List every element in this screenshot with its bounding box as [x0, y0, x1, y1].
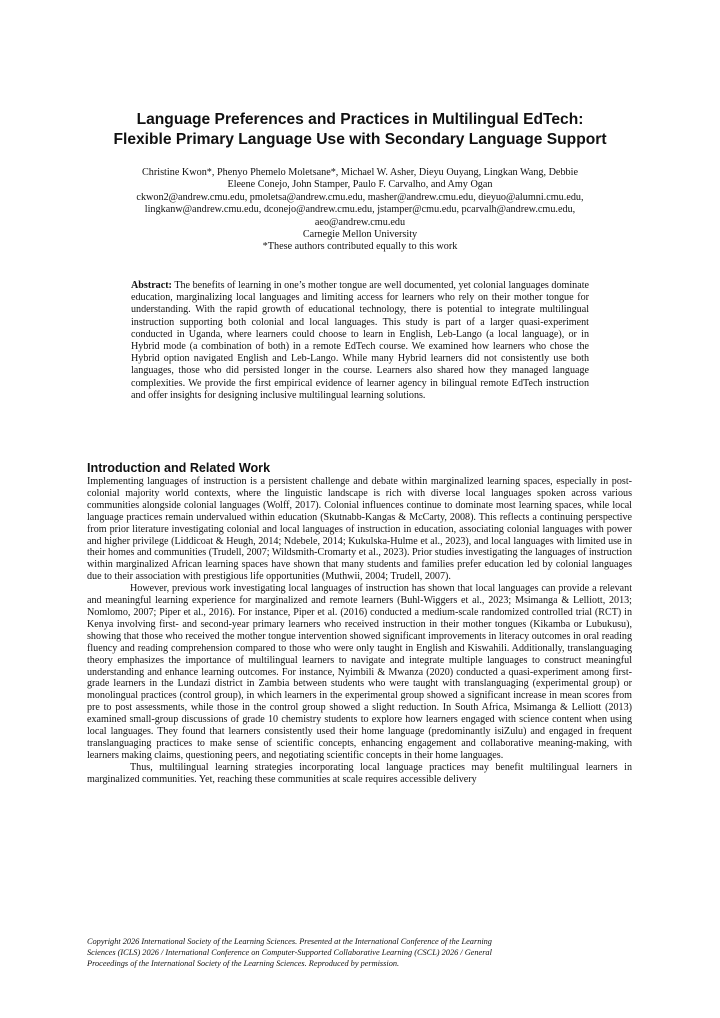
- footer-line: Copyright 2026 International Society of the Learning Sciences. Presented at the International Conference of the Learning: [87, 937, 492, 946]
- body-paragraph: Thus, multilingual learning strategies incorporating local language practices may benefit multilingual learners in marginalized communities. Yet, reaching these communities at scale requires accessible delivery: [87, 761, 632, 785]
- footer-line: Proceedings of the International Society of the Learning Sciences. Reproduced by permission.: [87, 959, 400, 968]
- title-line: Flexible Primary Language Use with Secondary Language Support: [113, 131, 607, 148]
- author-emails: lingkanw@andrew.cmu.edu, dconejo@andrew.cmu.edu, jstamper@cmu.edu, pcarvalh@andrew.cmu.edu,: [144, 204, 576, 216]
- copyright-footer: [87, 936, 632, 969]
- abstract-label: Abstract:: [131, 280, 172, 291]
- section-heading: Introduction and Related Work: [87, 461, 271, 475]
- author-block: [80, 167, 640, 254]
- footer-line: Sciences (ICLS) 2026 / International Conference on Computer-Supported Collaborative Learning (CSCL) 2026 / General: [87, 948, 492, 957]
- body-paragraph: Implementing languages of instruction is a persistent challenge and debate within marginalized learning spaces, especially in post-colonial majority world contexts, where the linguistic landscape is rich with diverse local languages spoken across various communities alongside colonial languages (Wolff, 2017). Colonial influences continue to dominate most learning spaces, while local language practices remain undervalued within education (Skutnabb-Kangas & McCarty, 2008). This reflects a continuing perspective from prior literature investigating colonial and local languages of instruction in education, associating colonial languages with power and higher privilege (Liddicoat & Heugh, 2014; Ndebele, 2014; Kukulska-Hulme et al., 2023), and local languages with limited use in their homes and communities (Trudell, 2007; Wildsmith-Cromarty et al., 2023). Prior studies investigating the languages of instruction within marginalized African learning spaces have shown that many students and families prefer education led by colonial languages due to their association with prestigious life opportunities (Muthwii, 2004; Trudell, 2007).: [87, 476, 632, 583]
- abstract: [131, 280, 589, 402]
- author-names: Eleene Conejo, John Stamper, Paulo F. Carvalho, and Amy Ogan: [227, 179, 493, 191]
- title-line: Language Preferences and Practices in Multilingual EdTech:: [136, 111, 584, 128]
- author-affiliation: Carnegie Mellon University: [302, 229, 418, 241]
- paper-title: [60, 110, 660, 150]
- abstract-text: The benefits of learning in one’s mother tongue are well documented, yet colonial languages dominate education, marginalizing local languages and limiting access for learners who rely on their mother tongue for understanding. With the rapid growth of educational technology, there is potential to integrate multilingual instruction supporting both colonial and local languages. This study is part of a larger quasi-experiment conducted in Uganda, where learners could choose to learn in English, Leb-Lango (a local language), or in Hybrid mode (a combination of both) in a remote EdTech course. We examined how learners who chose the Hybrid option navigated English and Leb-Lango. While many Hybrid learners did not consistently use both languages, those who did persisted longer in the course. Learners also shared how they managed language complexities. We provide the first empirical evidence of learner agency in bilingual remote EdTech instruction and offer insights for designing inclusive multilingual learning solutions.: [131, 280, 589, 401]
- body-paragraph: However, previous work investigating local languages of instruction has shown that local languages can provide a relevant and meaningful learning experience for marginalized and remote learners (Buhl-Wiggers et al., 2023; Msimanga & Lelliott, 2013; Nomlomo, 2007; Piper et al., 2016). For instance, Piper et al. (2016) conducted a medium-scale randomized controlled trial (RCT) in Kenya involving first- and second-year primary learners who received instruction in their mother tongues (Kikamba or Lubukusu), showing that those who received the mother tongue intervention showed significant improvements in literacy outcomes in oral reading fluency and reading comprehension compared to those who were only taught in English and Kiswahili. Additionally, translanguaging theory emphasizes the importance of multilingual learners to navigate and integrate multiple languages to construct meaningful understanding and enhance learning outcomes. For instance, Nyimbili & Mwanza (2020) conducted a quasi-experiment among first-grade learners in the Lundazi district in Zambia between students who were taught with translanguaging (experimental group) or monolingual practices (control group), in which learners in the experimental group showed a significant increase in mean scores from pre to post assessments, while those in the control group showed a slight reduction. In South Africa, Msimanga & Lelliott (2013) examined small-group discussions of grade 10 chemistry students to explore how learners engaged with science content when using local languages. They found that learners consistently used their home language (predominantly isiZulu) and engaged in frequent translanguaging practices to make sense of scientific concepts, enhancing engagement and collaborative meaning-making, with learners making claims, questioning peers, and negotiating scientific concepts in their home languages.: [87, 583, 632, 761]
- equal-contribution-note: *These authors contributed equally to this work: [262, 241, 458, 253]
- author-emails: aeo@andrew.cmu.edu: [314, 216, 406, 228]
- body-text: [87, 476, 632, 786]
- author-names: Christine Kwon*, Phenyo Phemelo Moletsane*, Michael W. Asher, Dieyu Ouyang, Lingkan Wang, Debbie: [141, 167, 578, 178]
- author-emails: ckwon2@andrew.cmu.edu, pmoletsa@andrew.cmu.edu, masher@andrew.cmu.edu, dieyuo@alumni.cmu.edu,: [136, 191, 584, 203]
